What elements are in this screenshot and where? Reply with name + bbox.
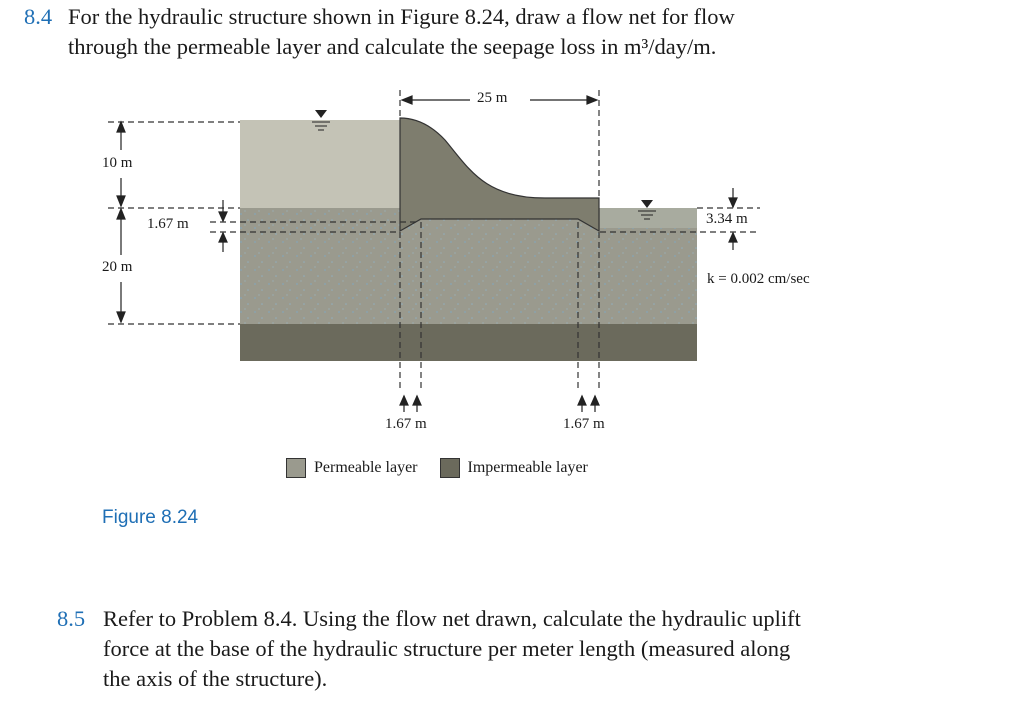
legend-label-impermeable: Impermeable layer — [467, 459, 588, 476]
problem-8-5 — [57, 604, 997, 694]
label-thickness-20m: 20 m — [102, 259, 133, 275]
label-permeability: k = 0.002 cm/sec — [707, 271, 810, 287]
hydraulic-structure — [400, 118, 599, 231]
figure-legend — [286, 458, 588, 478]
label-width-25m: 25 m — [477, 90, 508, 106]
headwater — [240, 120, 400, 208]
impermeable-layer — [240, 324, 697, 361]
label-bottom-right: 1.67 m — [563, 416, 605, 432]
figure-caption: Figure 8.24 — [102, 507, 199, 528]
problem-8-4-line2: through the permeable layer and calculate the seepage loss in m³/day/m. — [68, 34, 717, 59]
label-bottom-left: 1.67 m — [385, 416, 427, 432]
legend-label-permeable: Permeable layer — [314, 459, 418, 476]
label-sheet-pile-depth-left: 1.67 m — [147, 216, 189, 232]
legend-swatch-impermeable — [440, 458, 460, 478]
label-tailwater-head: 3.34 m — [706, 211, 748, 227]
problem-number: 8.4 — [24, 4, 53, 29]
problem-number: 8.5 — [57, 606, 86, 631]
problem-8-4-line1: 8.4 For the hydraulic structure shown in Figure 8.24, draw a flow net for flow — [24, 2, 984, 32]
problem-8-5-line1: 8.5 Refer to Problem 8.4. Using the flow net drawn, calculate the hydraulic uplift — [57, 604, 997, 634]
label-head-10m: 10 m — [102, 155, 133, 171]
legend-swatch-permeable — [286, 458, 306, 478]
problem-8-5-line2: force at the base of the hydraulic structure per meter length (measured along — [103, 636, 791, 661]
problem-8-5-line3: the axis of the structure). — [103, 666, 328, 691]
